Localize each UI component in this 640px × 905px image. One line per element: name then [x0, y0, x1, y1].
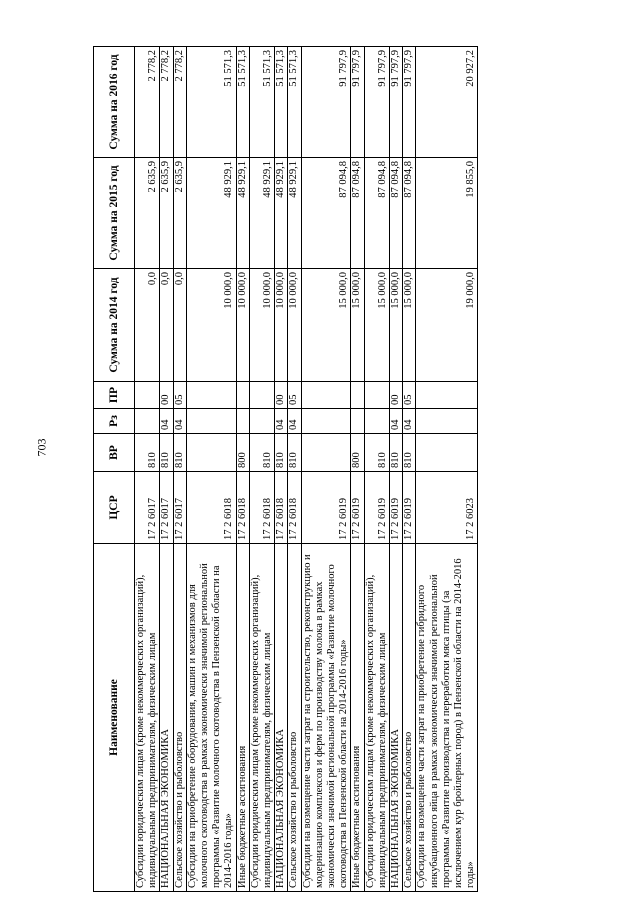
row-2014: 15 000,0	[390, 269, 403, 382]
row-rz	[186, 409, 236, 434]
row-2016: 91 797,9	[403, 47, 416, 158]
row-rz: 04	[173, 409, 186, 434]
header-vr: ВР	[94, 434, 135, 472]
table-row	[390, 47, 403, 892]
row-name: Сельское хозяйство и рыболовство	[288, 544, 301, 892]
budget-table	[93, 46, 478, 892]
row-2016: 51 571,3	[249, 47, 274, 158]
row-vr: 800	[236, 434, 249, 472]
row-2015: 2 635,9	[160, 158, 173, 269]
row-name: Сельское хозяйство и рыболовство	[173, 544, 186, 892]
row-vr: 810	[135, 434, 160, 472]
row-2014: 10 000,0	[186, 269, 236, 382]
header-pr: ПР	[94, 382, 135, 409]
table-row	[288, 47, 301, 892]
header-2014: Сумма на 2014 год	[94, 269, 135, 382]
row-2016: 51 571,3	[288, 47, 301, 158]
row-2014: 10 000,0	[275, 269, 288, 382]
row-vr: 810	[173, 434, 186, 472]
row-rz	[351, 409, 364, 434]
row-pr	[364, 382, 389, 409]
row-name: Иные бюджетные ассигнования	[351, 544, 364, 892]
table-row	[403, 47, 416, 892]
table-row	[173, 47, 186, 892]
row-pr: 00	[275, 382, 288, 409]
row-csr: 17 2 6018	[236, 472, 249, 544]
row-2016: 51 571,3	[275, 47, 288, 158]
row-csr: 17 2 6017	[135, 472, 160, 544]
row-rz: 04	[403, 409, 416, 434]
row-2015: 48 929,1	[249, 158, 274, 269]
row-rz: 04	[160, 409, 173, 434]
row-csr: 17 2 6019	[301, 472, 351, 544]
row-2014: 10 000,0	[249, 269, 274, 382]
row-2016: 91 797,9	[390, 47, 403, 158]
page-number: 703	[34, 438, 49, 457]
row-csr: 17 2 6019	[364, 472, 389, 544]
header-name: Наименование	[94, 544, 135, 892]
row-2016: 91 797,9	[301, 47, 351, 158]
row-2014: 15 000,0	[351, 269, 364, 382]
row-2015: 87 094,8	[301, 158, 351, 269]
row-name: НАЦИОНАЛЬНАЯ ЭКОНОМИКА	[275, 544, 288, 892]
row-csr: 17 2 6018	[288, 472, 301, 544]
table-row	[236, 47, 249, 892]
row-2014: 15 000,0	[364, 269, 389, 382]
row-pr	[186, 382, 236, 409]
row-2014: 15 000,0	[301, 269, 351, 382]
row-2014: 15 000,0	[403, 269, 416, 382]
row-pr	[236, 382, 249, 409]
row-vr: 810	[364, 434, 389, 472]
row-csr: 17 2 6017	[160, 472, 173, 544]
table-row	[249, 47, 274, 892]
row-csr: 17 2 6018	[275, 472, 288, 544]
row-name: Субсидии юридическим лицам (кроме некоммерческих организаций), индивидуальным предпринимателям, физическим лицам	[249, 544, 274, 892]
row-2015: 2 635,9	[173, 158, 186, 269]
row-pr	[249, 382, 274, 409]
row-2015: 87 094,8	[390, 158, 403, 269]
row-csr: 17 2 6019	[390, 472, 403, 544]
row-csr: 17 2 6018	[186, 472, 236, 544]
row-2014: 0,0	[135, 269, 160, 382]
row-vr: 810	[403, 434, 416, 472]
row-rz: 04	[275, 409, 288, 434]
row-2014: 0,0	[173, 269, 186, 382]
row-2015: 48 929,1	[275, 158, 288, 269]
row-vr: 810	[275, 434, 288, 472]
row-vr: 810	[249, 434, 274, 472]
row-2015: 48 929,1	[236, 158, 249, 269]
row-name: Иные бюджетные ассигнования	[236, 544, 249, 892]
row-2014: 10 000,0	[236, 269, 249, 382]
row-vr: 810	[288, 434, 301, 472]
row-2015: 48 929,1	[288, 158, 301, 269]
row-rz	[135, 409, 160, 434]
row-2014: 19 000,0	[416, 269, 478, 382]
table-row	[301, 47, 351, 892]
row-2015: 87 094,8	[351, 158, 364, 269]
row-rz	[416, 409, 478, 434]
row-pr	[351, 382, 364, 409]
row-2015: 2 635,9	[135, 158, 160, 269]
row-rz: 04	[390, 409, 403, 434]
row-name: НАЦИОНАЛЬНАЯ ЭКОНОМИКА	[160, 544, 173, 892]
header-rz: Рз	[94, 409, 135, 434]
row-2016: 51 571,3	[236, 47, 249, 158]
header-row	[94, 47, 135, 892]
row-vr: 800	[351, 434, 364, 472]
table-row	[416, 47, 478, 892]
row-rz	[301, 409, 351, 434]
row-name: Субсидии юридическим лицам (кроме некоммерческих организаций), индивидуальным предпринимателям, физическим лицам	[135, 544, 160, 892]
row-2016: 2 778,2	[173, 47, 186, 158]
row-2014: 0,0	[160, 269, 173, 382]
row-2015: 48 929,1	[186, 158, 236, 269]
table-row	[186, 47, 236, 892]
header-2016: Сумма на 2016 год	[94, 47, 135, 158]
row-2015: 87 094,8	[364, 158, 389, 269]
row-2015: 19 855,0	[416, 158, 478, 269]
row-vr	[186, 434, 236, 472]
table-row	[275, 47, 288, 892]
row-rz	[364, 409, 389, 434]
row-csr: 17 2 6017	[173, 472, 186, 544]
row-2016: 20 927,2	[416, 47, 478, 158]
row-rz	[236, 409, 249, 434]
table-row	[364, 47, 389, 892]
row-name: Субсидии на возмещение части затрат на приобретение гибридного инкубационного яйца в рамках экономически значимой региональной программы «Развитие производства и переработки мяса птицы (за исключением кур бройлерных пород) в Пензенской области на 2014-2016 годы»	[416, 544, 478, 892]
row-rz	[249, 409, 274, 434]
row-2016: 91 797,9	[364, 47, 389, 158]
row-pr: 05	[403, 382, 416, 409]
row-csr: 17 2 6019	[403, 472, 416, 544]
row-pr: 00	[390, 382, 403, 409]
row-name: Субсидии на приобретение оборудования, машин и механизмов для молочного скотоводства в рамках экономически значимой региональной программы «Развитие молочного скотоводства в Пензенской области на 2014-2016 годы»	[186, 544, 236, 892]
row-csr: 17 2 6018	[249, 472, 274, 544]
row-name: Субсидии на возмещение части затрат на строительство, реконструкцию и модернизацию комплексов и ферм по производству молока в рамках экономически значимой региональной программы «Развитие молочного скотоводства в Пензенской области на 2014-2016 годы»	[301, 544, 351, 892]
table-row	[160, 47, 173, 892]
row-2016: 51 571,3	[186, 47, 236, 158]
row-name: НАЦИОНАЛЬНАЯ ЭКОНОМИКА	[390, 544, 403, 892]
table-row	[135, 47, 160, 892]
header-csr: ЦСР	[94, 472, 135, 544]
row-pr: 05	[173, 382, 186, 409]
row-vr: 810	[160, 434, 173, 472]
rotated-page-content	[93, 47, 563, 892]
row-pr	[416, 382, 478, 409]
row-vr	[416, 434, 478, 472]
row-2016: 91 797,9	[351, 47, 364, 158]
row-2016: 2 778,2	[135, 47, 160, 158]
row-csr: 17 2 6019	[351, 472, 364, 544]
row-pr	[301, 382, 351, 409]
row-csr: 17 2 6023	[416, 472, 478, 544]
row-pr: 00	[160, 382, 173, 409]
row-vr	[301, 434, 351, 472]
row-rz: 04	[288, 409, 301, 434]
row-2015: 87 094,8	[403, 158, 416, 269]
row-name: Сельское хозяйство и рыболовство	[403, 544, 416, 892]
row-2014: 10 000,0	[288, 269, 301, 382]
row-pr: 05	[288, 382, 301, 409]
row-2016: 2 778,2	[160, 47, 173, 158]
table-row	[351, 47, 364, 892]
row-pr	[135, 382, 160, 409]
row-vr: 810	[390, 434, 403, 472]
header-2015: Сумма на 2015 год	[94, 158, 135, 269]
row-name: Субсидии юридическим лицам (кроме некоммерческих организаций), индивидуальным предпринимателям, физическим лицам	[364, 544, 389, 892]
